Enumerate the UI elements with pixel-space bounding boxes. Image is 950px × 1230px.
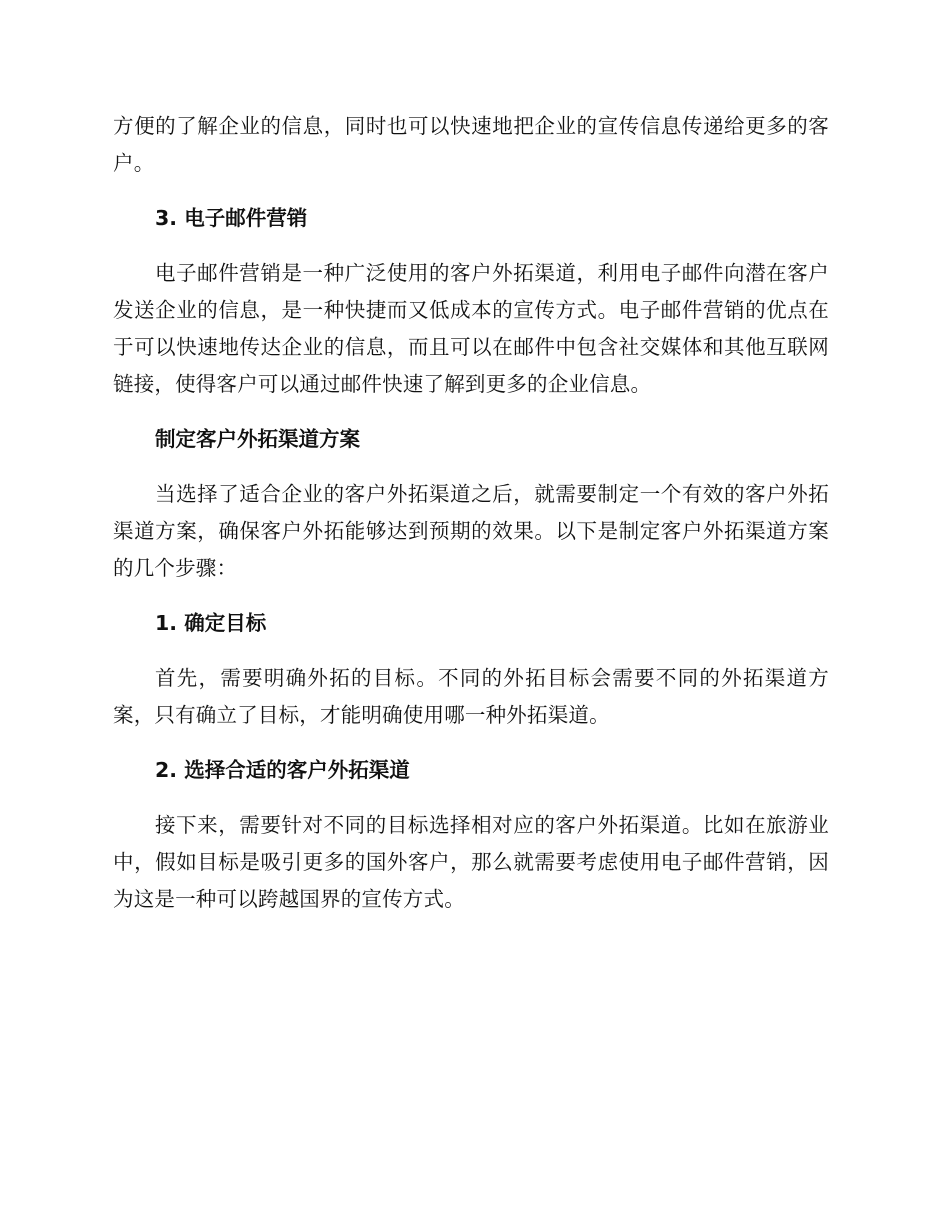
heading-step-goal: 1. 确定目标: [155, 611, 267, 635]
paragraph-step-channel: 接下来，需要针对不同的目标选择相对应的客户外拓渠道。比如在旅游业中，假如目标是吸引更多的国外客户，那么就需要考虑使用电子邮件营销，因为这是一种可以跨越国界的宣传方式。: [113, 813, 829, 911]
paragraph-step-goal: 首先，需要明确外拓的目标。不同的外拓目标会需要不同的外拓渠道方案，只有确立了目标，才能明确使用哪一种外拓渠道。: [113, 666, 829, 727]
heading-channel-plan: 制定客户外拓渠道方案: [155, 427, 360, 451]
heading-email-marketing: 3. 电子邮件营销: [155, 206, 308, 230]
document-body: [113, 108, 829, 918]
paragraph-channel-plan: 当选择了适合企业的客户外拓渠道之后，就需要制定一个有效的客户外拓渠道方案，确保客户外拓能够达到预期的效果。以下是制定客户外拓渠道方案的几个步骤：: [113, 482, 829, 580]
heading-step-channel: 2. 选择合适的客户外拓渠道: [155, 758, 410, 782]
paragraph-email-marketing: 电子邮件营销是一种广泛使用的客户外拓渠道，利用电子邮件向潜在客户发送企业的信息，是一种快捷而又低成本的宣传方式。电子邮件营销的优点在于可以快速地传达企业的信息，而且可以在邮件中包含社交媒体和其他互联网链接，使得客户可以通过邮件快速了解到更多的企业信息。: [113, 261, 829, 396]
paragraph-intro-continuation: 方便的了解企业的信息，同时也可以快速地把企业的宣传信息传递给更多的客户。: [113, 114, 829, 175]
